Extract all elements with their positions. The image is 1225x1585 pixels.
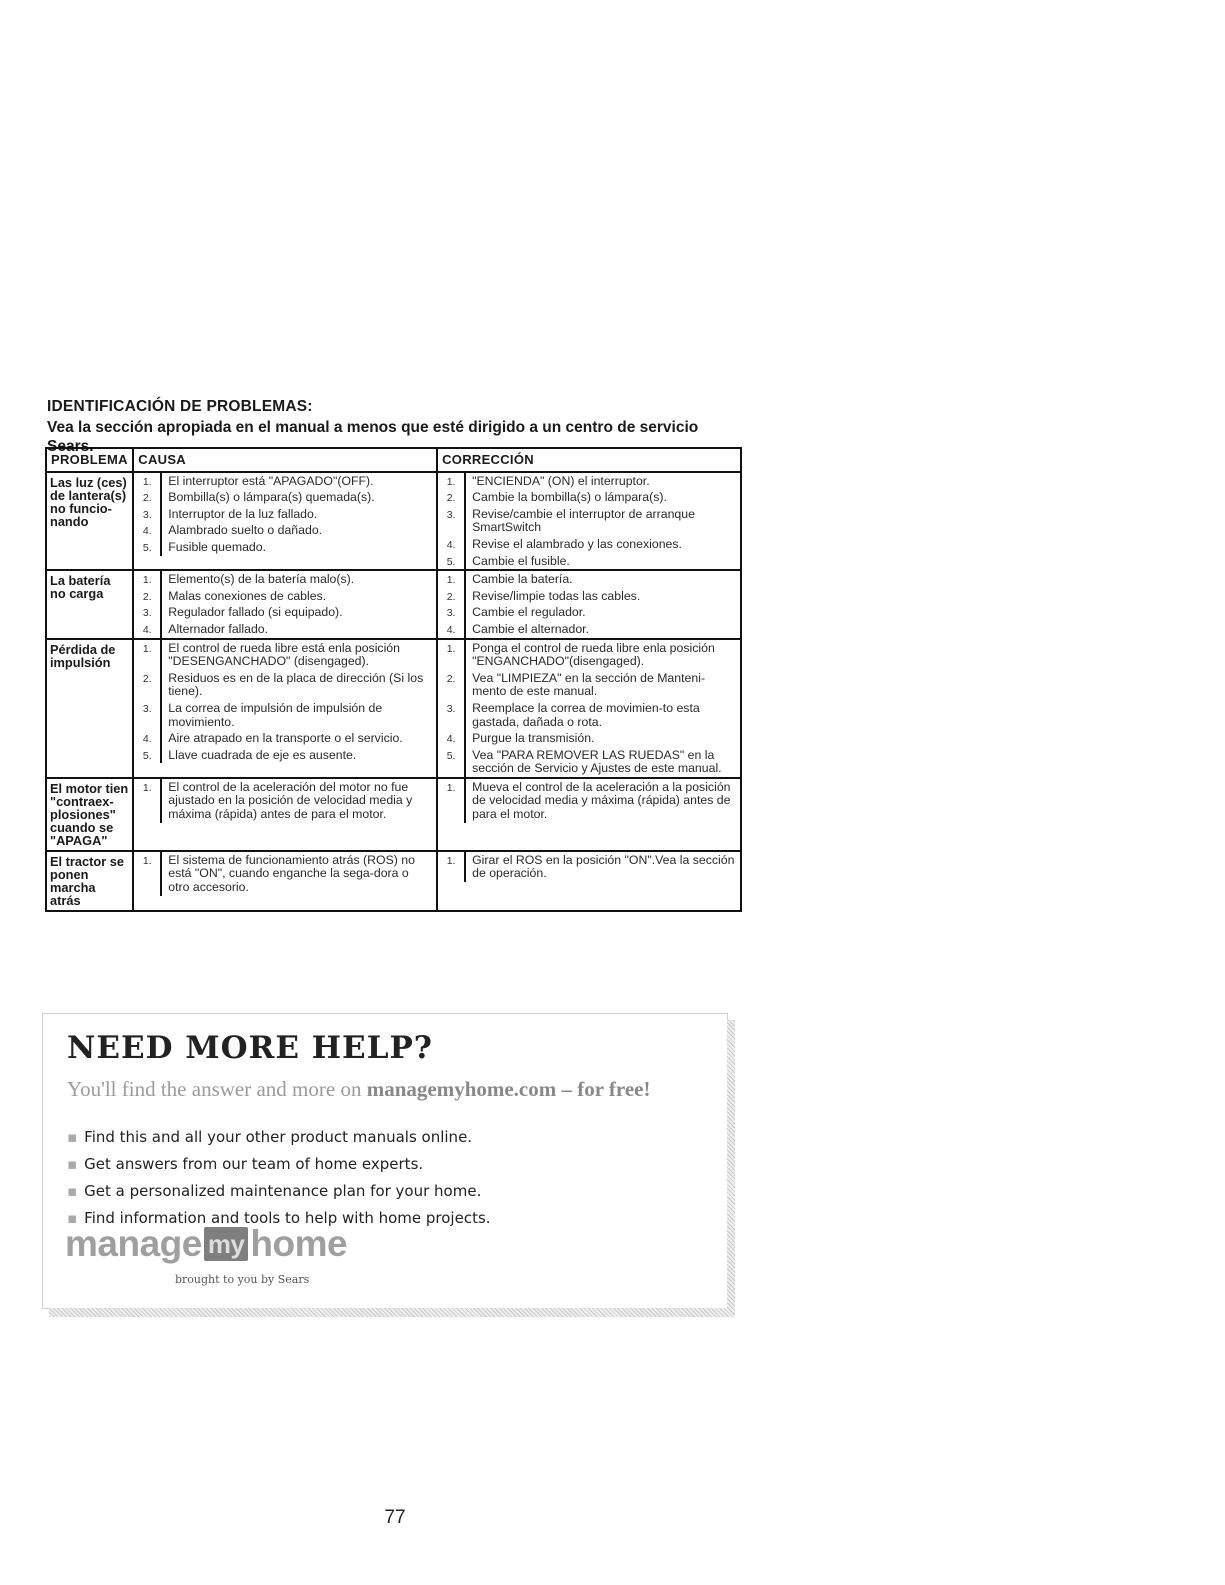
- cause-cell: [133, 851, 437, 911]
- help-subtitle-text: You'll find the answer and more on: [67, 1077, 367, 1101]
- fix-cell: [437, 778, 741, 851]
- cause-item: [134, 539, 436, 556]
- item-number: 4.: [134, 522, 162, 539]
- item-number: 2.: [438, 489, 466, 506]
- help-list-item: [67, 1151, 491, 1178]
- cause-item: [134, 779, 436, 823]
- logo-my-box: my: [204, 1227, 249, 1261]
- item-text: Revise/limpie todas las cables.: [472, 588, 641, 603]
- help-item-text: Get a personalized maintenance plan for your home.: [84, 1182, 482, 1200]
- item-number: 4.: [438, 621, 466, 638]
- fix-item: [438, 670, 740, 700]
- help-subtitle-link: managemyhome.com – for free!: [366, 1077, 651, 1101]
- item-text: Elemento(s) de la batería malo(s).: [168, 572, 355, 587]
- item-number: 1.: [438, 852, 466, 882]
- item-text: Alternador fallado.: [168, 621, 269, 636]
- fix-item: [438, 536, 740, 553]
- header-cause: CAUSA: [133, 448, 437, 472]
- item-number: 3.: [438, 506, 466, 536]
- cause-item: [134, 588, 436, 605]
- cause-item: [134, 473, 436, 490]
- fix-item: [438, 640, 740, 670]
- item-number: 1.: [134, 473, 162, 490]
- fix-cell: [437, 570, 741, 638]
- help-title: NEED MORE HELP?: [67, 1030, 433, 1066]
- need-more-help-box: [42, 1013, 728, 1309]
- help-item-text: Find information and tools to help with home projects.: [84, 1209, 491, 1227]
- page-number: 77: [384, 1507, 406, 1528]
- problem-cell: La batería no carga: [46, 570, 133, 638]
- item-text: El interruptor está "APAGADO"(OFF).: [168, 473, 374, 488]
- logo-tagline: brought to you by Sears: [175, 1273, 310, 1286]
- table-row: [46, 778, 741, 851]
- cause-item: [134, 489, 436, 506]
- item-text: Residuos es en de la placa de dirección (Si los tiene).: [168, 670, 424, 699]
- item-number: 4.: [134, 621, 162, 638]
- bullet-icon: ▪: [67, 1155, 78, 1173]
- problem-cell: El motor tien "contraex-plosiones" cuando se "APAGA": [46, 778, 133, 851]
- bullet-icon: ▪: [67, 1182, 78, 1200]
- item-text: El control de rueda libre está enla posición "DESENGANCHADO" (disengaged).: [168, 640, 400, 669]
- item-text: Purgue la transmisión.: [472, 731, 595, 746]
- cause-item: [134, 522, 436, 539]
- help-list-item: [67, 1178, 491, 1205]
- item-number: 4.: [438, 730, 466, 747]
- item-number: 3.: [134, 700, 162, 730]
- item-number: 5.: [134, 747, 162, 764]
- section-subtitle: Vea la sección apropiada en el manual a menos que esté dirigido a un centro de servicio Sears.: [47, 419, 699, 455]
- table-row: [46, 472, 741, 571]
- fix-cell: [437, 472, 741, 571]
- bullet-icon: ▪: [67, 1209, 78, 1227]
- header-fix: CORRECCIÓN: [437, 448, 741, 472]
- problem-cell: Las luz (ces) de lantera(s) no funcio-nando: [46, 472, 133, 571]
- cause-item: [134, 700, 436, 730]
- item-text: Mueva el control de la aceleración a la posición de velocidad media y máxima (rápida) antes de para el motor.: [472, 779, 731, 822]
- problem-cell: El tractor se ponen marcha atrás: [46, 851, 133, 911]
- cause-cell: [133, 778, 437, 851]
- item-text: Vea "PARA REMOVER LAS RUEDAS" en la sección de Servicio y Ajustes de este manual.: [472, 747, 722, 776]
- item-text: Llave cuadrada de eje es ausente.: [168, 747, 357, 762]
- item-number: 5.: [438, 747, 466, 777]
- fix-item: [438, 506, 740, 536]
- cause-item: [134, 640, 436, 670]
- managemyhome-logo: [65, 1222, 347, 1266]
- cause-item: [134, 506, 436, 523]
- item-text: Cambie el alternador.: [472, 621, 589, 636]
- item-number: 1.: [134, 852, 162, 896]
- fix-item: [438, 489, 740, 506]
- help-item-text: Get answers from our team of home experts.: [84, 1155, 424, 1173]
- fix-item: [438, 553, 740, 570]
- logo-manage: manage: [65, 1223, 202, 1264]
- item-number: 3.: [134, 604, 162, 621]
- bullet-icon: ▪: [67, 1128, 78, 1146]
- item-number: 3.: [134, 506, 162, 523]
- fix-item: [438, 473, 740, 490]
- cause-cell: [133, 639, 437, 778]
- item-number: 5.: [134, 539, 162, 556]
- table-row: [46, 570, 741, 638]
- fix-cell: [437, 639, 741, 778]
- item-text: El sistema de funcionamiento atrás (ROS) no está "ON", cuando enganche la sega-dora o otro accesorio.: [168, 852, 415, 895]
- cause-cell: [133, 570, 437, 638]
- item-text: Aire atrapado en la transporte o el servicio.: [168, 731, 403, 746]
- item-text: Girar el ROS en la posición "ON".Vea la sección de operación.: [472, 852, 735, 881]
- table-row: [46, 851, 741, 911]
- item-text: Bombilla(s) o lámpara(s) quemada(s).: [168, 490, 375, 505]
- cause-cell: [133, 472, 437, 571]
- fix-item: [438, 700, 740, 730]
- box-shadow: [49, 1308, 735, 1317]
- item-number: 1.: [438, 473, 466, 490]
- item-text: Fusible quemado.: [168, 539, 267, 554]
- cause-item: [134, 621, 436, 638]
- fix-item: [438, 604, 740, 621]
- item-number: 1.: [134, 571, 162, 588]
- help-list-item: [67, 1124, 491, 1151]
- item-number: 2.: [134, 588, 162, 605]
- item-text: Interruptor de la luz fallado.: [168, 506, 318, 521]
- item-text: El control de la aceleración del motor no fue ajustado en la posición de velocidad media y máxima (rápida) antes de para el motor.: [168, 779, 413, 822]
- item-text: Malas conexiones de cables.: [168, 588, 327, 603]
- item-text: Cambie la batería.: [472, 572, 573, 587]
- item-text: Revise/cambie el interruptor de arranque SmartSwitch: [472, 506, 695, 535]
- fix-item: [438, 730, 740, 747]
- item-number: 4.: [134, 730, 162, 747]
- item-text: Cambie el regulador.: [472, 605, 586, 620]
- item-number: 1.: [438, 640, 466, 670]
- help-list: [67, 1124, 491, 1232]
- item-text: Cambie la bombilla(s) o lámpara(s).: [472, 490, 667, 505]
- item-text: Ponga el control de rueda libre enla posición "ENGANCHADO"(disengaged).: [472, 640, 715, 669]
- item-number: 1.: [438, 779, 466, 823]
- cause-item: [134, 604, 436, 621]
- item-number: 1.: [438, 571, 466, 588]
- item-number: 1.: [134, 779, 162, 823]
- fix-item: [438, 571, 740, 588]
- item-number: 2.: [134, 670, 162, 700]
- item-text: Cambie el fusible.: [472, 553, 570, 568]
- item-number: 2.: [134, 489, 162, 506]
- item-number: 4.: [438, 536, 466, 553]
- logo-home: home: [250, 1223, 348, 1264]
- fix-item: [438, 852, 740, 882]
- cause-item: [134, 571, 436, 588]
- help-subtitle: [67, 1077, 651, 1102]
- item-text: Vea "LIMPIEZA" en la sección de Manteni-mento de este manual.: [472, 670, 706, 699]
- item-text: Reemplace la correa de movimien-to esta gastada, dañada o rota.: [472, 700, 700, 729]
- cause-item: [134, 747, 436, 764]
- header-problem: PROBLEMA: [46, 448, 133, 472]
- fix-item: [438, 588, 740, 605]
- item-number: 5.: [438, 553, 466, 570]
- troubleshooting-table: [45, 447, 742, 912]
- item-text: Alambrado suelto o dañado.: [168, 523, 323, 538]
- fix-item: [438, 747, 740, 777]
- item-number: 1.: [134, 640, 162, 670]
- fix-cell: [437, 851, 741, 911]
- item-number: 2.: [438, 670, 466, 700]
- fix-item: [438, 621, 740, 638]
- table-row: [46, 639, 741, 778]
- cause-item: [134, 852, 436, 896]
- item-text: Revise el alambrado y las conexiones.: [472, 536, 682, 551]
- item-number: 2.: [438, 588, 466, 605]
- fix-item: [438, 779, 740, 823]
- item-text: "ENCIENDA" (ON) el interruptor.: [472, 473, 650, 488]
- item-number: 3.: [438, 604, 466, 621]
- cause-item: [134, 670, 436, 700]
- section-title: IDENTIFICACIÓN DE PROBLEMAS:: [47, 398, 313, 415]
- item-text: Regulador fallado (si equipado).: [168, 605, 343, 620]
- table-header-row: [46, 448, 741, 472]
- item-text: La correa de impulsión de impulsión de movimiento.: [168, 700, 383, 729]
- box-shadow: [727, 1020, 735, 1316]
- problem-cell: Pérdida de impulsión: [46, 639, 133, 778]
- item-number: 3.: [438, 700, 466, 730]
- cause-item: [134, 730, 436, 747]
- help-item-text: Find this and all your other product manuals online.: [84, 1128, 473, 1146]
